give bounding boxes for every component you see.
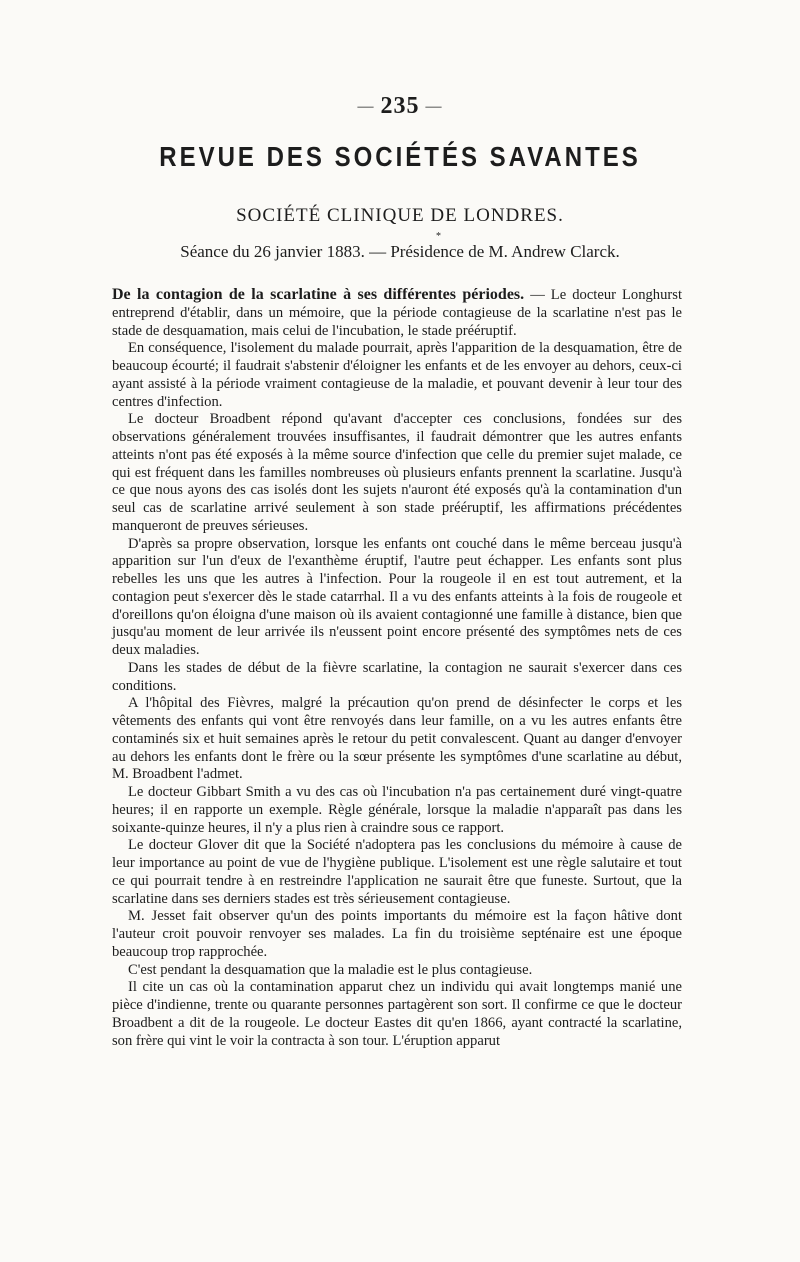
journal-section-heading: REVUE DES SOCIÉTÉS SAVANTES — [159, 141, 641, 173]
article-paragraph: A l'hôpital des Fièvres, malgré la précaution qu'on prend de désinfecter le corps et les vêtements des enfants qui vont être renvoyés dans leur famille, on a vu les autres enfants être contaminés six et huit semaines après le retour du petit convalescent. Quant au danger d'envoyer au dehors les enfants dont le frère ou la sœur présente les symptômes d'une scarlatine au début, M. Broadbent l'admet. — [112, 695, 682, 783]
separator-mark: * — [436, 231, 441, 242]
article-paragraph: C'est pendant la desquamation que la maladie est le plus contagieuse. — [128, 961, 533, 978]
article-paragraph: D'après sa propre observation, lorsque les enfants ont couché dans le même berceau jusqu'à apparition sur l'un d'eux de l'exanthème éruptif, l'autre peut échapper. Les enfants sont plus rebelles les uns que les autres à l'infection. Pour la rougeole il en est tout autrement, et la contagion peut s'exercer dès le stade catarrhal. Il a vu des enfants atteints à la fois de rougeole et d'oreillons qu'on éloigna d'une maison où ils avaient contagionné une famille à distance, bien que jusqu'au moment de leur arrivée ils n'eussent point encore présenté des symptômes nets de ces deux maladies. — [112, 535, 682, 658]
page-number-right-dash: — — [425, 98, 443, 116]
page-number-value: 235 — [380, 93, 420, 119]
article-paragraph: Dans les stades de début de la fièvre scarlatine, la contagion ne saurait s'exercer dans ces conditions. — [112, 659, 682, 694]
article-body — [112, 286, 682, 1050]
session-line: Séance du 26 janvier 1883. — Présidence de M. Andrew Clarck. — [180, 242, 620, 261]
society-heading: SOCIÉTÉ CLINIQUE DE LONDRES. — [236, 205, 564, 226]
article-paragraph: M. Jesset fait observer qu'un des points importants du mémoire est la façon hâtive dont l'auteur croit pouvoir renvoyer ses malades. La fin du troisième septénaire est une époque beaucoup trop rapprochée. — [112, 908, 682, 960]
page-number — [0, 93, 800, 120]
page-number-left-dash: — — [357, 98, 375, 116]
article-paragraph: Le docteur Glover dit que la Société n'adoptera pas les conclusions du mémoire à cause de leur importance au point de vue de l'hygiène publique. L'isolement est une règle salutaire et tout ce qui pourrait tendre à en restreindre l'application ne saurait être que funeste. Surtout, que la scarlatine dans ses derniers stades est très sérieusement contagieuse. — [112, 837, 682, 907]
article-title: De la contagion de la scarlatine à ses différentes périodes. — [112, 286, 525, 303]
article-paragraph — [112, 286, 682, 340]
article-paragraph: Le docteur Gibbart Smith a vu des cas où l'incubation n'a pas certainement duré vingt-quatre heures; il en rapporte un exemple. Règle générale, lorsque la maladie n'apparaît pas dans les soixante-quinze heures, il n'y a plus rien à craindre sous ce rapport. — [112, 784, 682, 836]
article-paragraph-text: — Le docteur Longhurst entreprend d'établir, dans un mémoire, que la période contagieuse de la scarlatine n'est pas le stade de desquamation, mais celui de l'incubation, le stade prééruptif. — [112, 287, 682, 339]
article-paragraph: En conséquence, l'isolement du malade pourrait, après l'apparition de la desquamation, être de beaucoup écourté; il faudrait s'abstenir d'éloigner les enfants et de les envoyer au dehors, ceux-ci ayant assisté à la période vraiment contagieuse de la maladie, et pouvant devenir à leur tour des centres d'infection. — [112, 340, 682, 410]
article-paragraph: Il cite un cas où la contamination apparut chez un individu qui avait longtemps manié une pièce d'indienne, trente ou quarante personnes partagèrent son sort. Il confirme ce que le docteur Broadbent a dit de la rougeole. Le docteur Eastes dit qu'en 1866, ayant contracté la scarlatine, son frère qui vint le voir la contracta à son tour. L'éruption apparut — [112, 979, 682, 1049]
article-paragraph: Le docteur Broadbent répond qu'avant d'accepter ces conclusions, fondées sur des observations généralement trouvées insuffisantes, il faudrait démontrer que les autres enfants atteints n'ont pas été exposés à la même source d'infection que celle du premier sujet malade, ce qui est fréquent dans les familles nombreuses où plusieurs enfants prennent la scarlatine. Jusqu'à ce que nous ayons des cas isolés dont les sujets n'auront été exposés qu'à la contamination d'un seul cas de scarlatine arrivé seulement à son stade prééruptif, les affirmations précédentes manqueront de preuves sérieuses. — [112, 411, 682, 534]
